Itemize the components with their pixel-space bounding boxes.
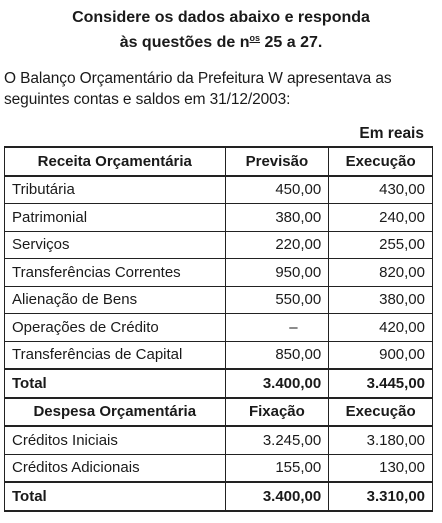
expense-fixed: 155,00 <box>225 454 329 482</box>
revenue-header-executed: Execução <box>329 147 433 176</box>
revenue-forecast: 550,00 <box>225 286 329 314</box>
revenue-total-forecast: 3.400,00 <box>225 369 329 398</box>
expense-header-account: Despesa Orçamentária <box>5 398 226 427</box>
expense-header-row <box>5 398 433 427</box>
intro-line-2: seguintes contas e saldos em 31/12/2003: <box>4 91 291 108</box>
revenue-account: Patrimonial <box>5 204 226 232</box>
revenue-forecast: 380,00 <box>225 204 329 232</box>
revenue-account: Transferências Correntes <box>5 259 226 287</box>
expense-row <box>5 454 433 482</box>
revenue-row <box>5 314 433 342</box>
expense-executed: 130,00 <box>329 454 433 482</box>
heading-line-2 <box>0 28 442 53</box>
heading-line-2-suffix: 25 a 27. <box>260 34 323 51</box>
revenue-account: Alienação de Bens <box>5 286 226 314</box>
budget-table <box>4 146 433 512</box>
revenue-forecast: 850,00 <box>225 341 329 369</box>
revenue-row <box>5 176 433 204</box>
revenue-header-row <box>5 147 433 176</box>
revenue-total-label: Total <box>5 369 226 398</box>
revenue-executed: 380,00 <box>329 286 433 314</box>
revenue-row <box>5 259 433 287</box>
revenue-row <box>5 286 433 314</box>
revenue-header-account: Receita Orçamentária <box>5 147 226 176</box>
revenue-total-executed: 3.445,00 <box>329 369 433 398</box>
revenue-account: Transferências de Capital <box>5 341 226 369</box>
revenue-executed: 420,00 <box>329 314 433 342</box>
revenue-header-forecast: Previsão <box>225 147 329 176</box>
revenue-forecast: 220,00 <box>225 231 329 259</box>
units-label: Em reais <box>359 125 424 142</box>
revenue-forecast: – <box>225 314 329 342</box>
revenue-executed: 900,00 <box>329 341 433 369</box>
expense-row <box>5 426 433 454</box>
question-heading <box>0 8 442 53</box>
revenue-row <box>5 204 433 232</box>
revenue-executed: 430,00 <box>329 176 433 204</box>
revenue-account: Operações de Crédito <box>5 314 226 342</box>
expense-executed: 3.180,00 <box>329 426 433 454</box>
expense-total-label: Total <box>5 482 226 511</box>
revenue-row <box>5 231 433 259</box>
revenue-executed: 255,00 <box>329 231 433 259</box>
revenue-forecast: 450,00 <box>225 176 329 204</box>
expense-header-fixed: Fixação <box>225 398 329 427</box>
revenue-executed: 820,00 <box>329 259 433 287</box>
heading-line-2-prefix: às questões de n <box>119 34 250 51</box>
intro-line-1: O Balanço Orçamentário da Prefeitura W apresentava as <box>4 70 392 87</box>
heading-superscript: os <box>249 33 261 43</box>
budget-table-body <box>5 147 433 511</box>
expense-fixed: 3.245,00 <box>225 426 329 454</box>
revenue-account: Serviços <box>5 231 226 259</box>
intro-paragraph <box>4 68 438 110</box>
expense-account: Créditos Iniciais <box>5 426 226 454</box>
heading-line-1: Considere os dados abaixo e responda <box>72 9 370 26</box>
revenue-executed: 240,00 <box>329 204 433 232</box>
revenue-forecast: 950,00 <box>225 259 329 287</box>
expense-account: Créditos Adicionais <box>5 454 226 482</box>
expense-total-executed: 3.310,00 <box>329 482 433 511</box>
expense-total-fixed: 3.400,00 <box>225 482 329 511</box>
revenue-total-row <box>5 369 433 398</box>
expense-header-executed: Execução <box>329 398 433 427</box>
expense-total-row <box>5 482 433 511</box>
revenue-account: Tributária <box>5 176 226 204</box>
revenue-row <box>5 341 433 369</box>
